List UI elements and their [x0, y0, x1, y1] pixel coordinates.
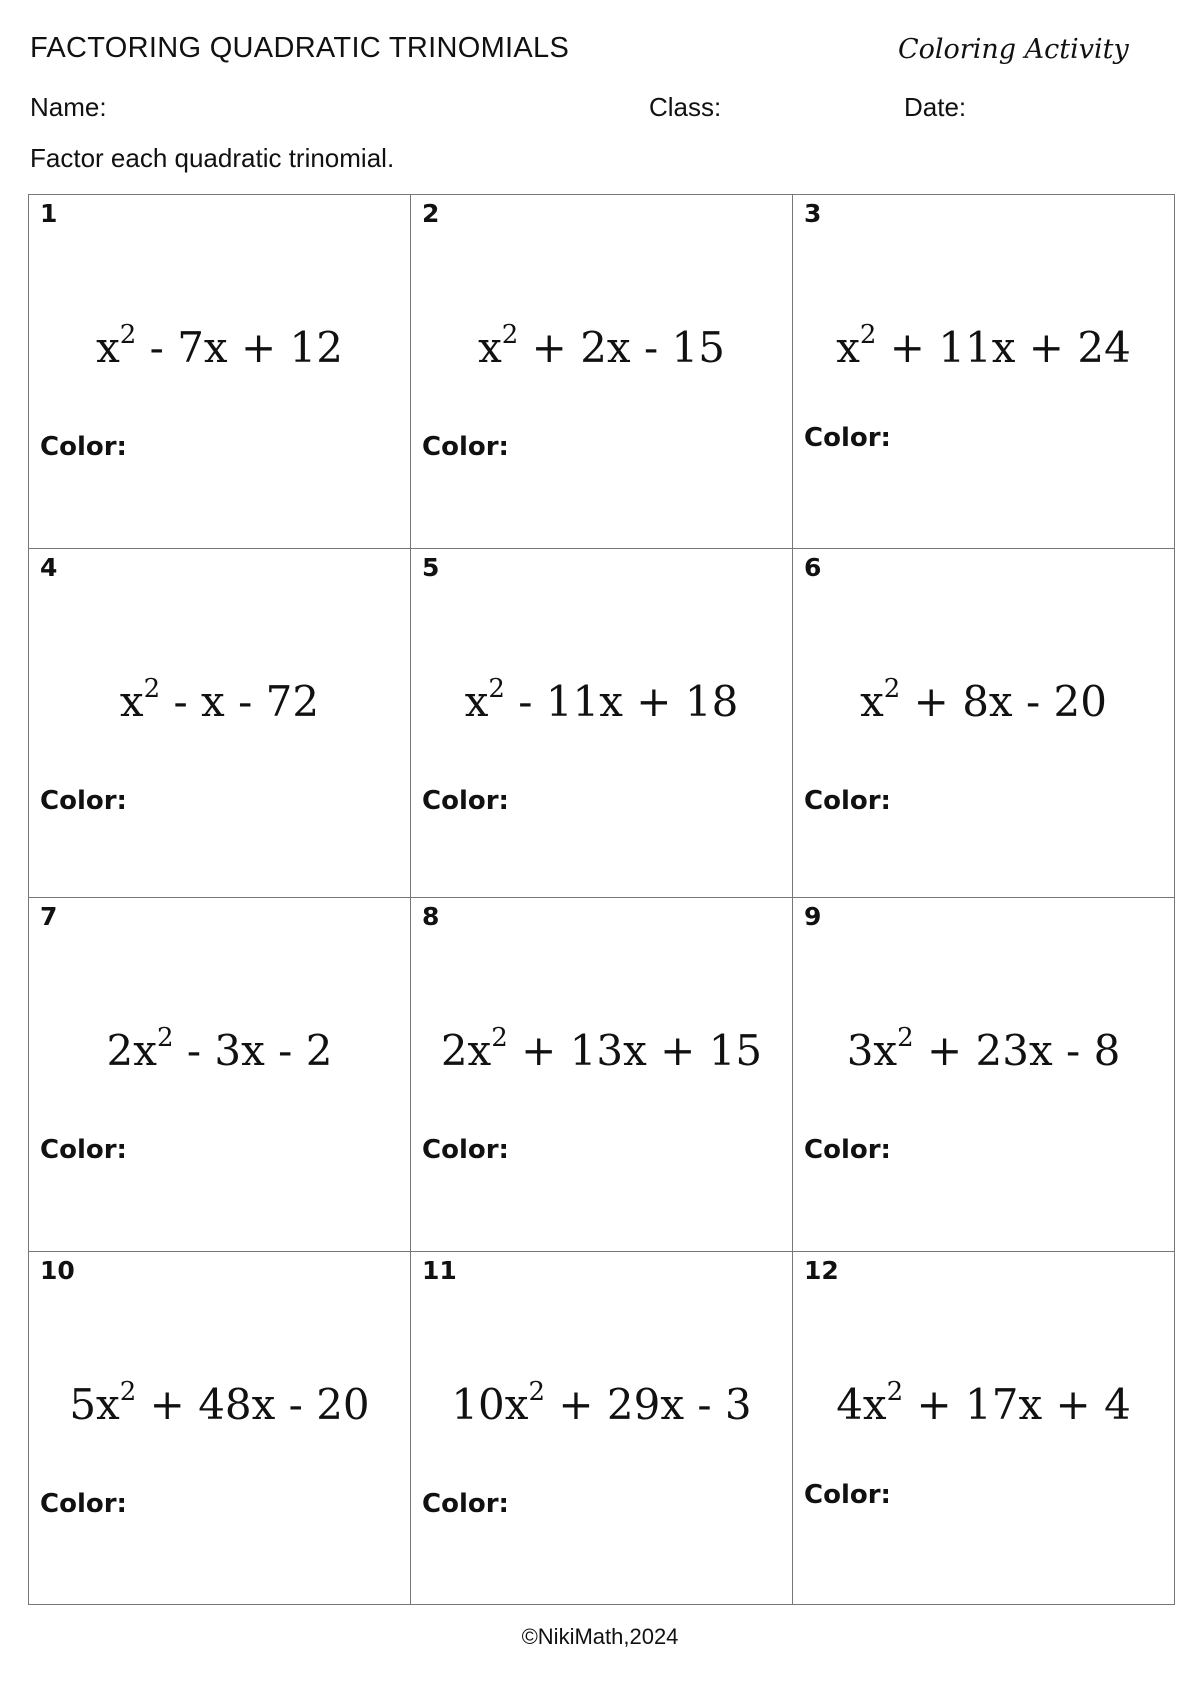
problem-cell [29, 195, 411, 549]
worksheet-title: FACTORING QUADRATIC TRINOMIALS [30, 32, 570, 64]
problem-number: 4 [40, 553, 58, 582]
problem-cell [29, 1252, 411, 1605]
color-label: Color: [804, 1480, 891, 1510]
problem-number: 10 [40, 1256, 75, 1285]
problem-number: 11 [422, 1256, 457, 1285]
problem-number: 12 [804, 1256, 839, 1285]
copyright-footer: ©NikiMath,2024 [521, 1624, 679, 1649]
problem-expression: $3x^2 + 23x - 8$ [846, 1023, 1121, 1075]
problem-number: 3 [804, 199, 822, 228]
color-label: Color: [40, 786, 127, 816]
instructions: Factor each quadratic trinomial. [30, 143, 395, 173]
problem-expression: $x^2 + 11x + 24$ [836, 320, 1131, 372]
problem-cell [411, 898, 793, 1252]
problem-cell [29, 898, 411, 1252]
problem-cell [411, 1252, 793, 1605]
problem-number: 1 [40, 199, 58, 228]
color-label: Color: [40, 1489, 127, 1519]
problem-expression: $10x^2 + 29x - 3$ [451, 1377, 752, 1429]
problem-cell [793, 195, 1175, 549]
name-label: Name: [30, 92, 107, 122]
color-label: Color: [40, 1135, 127, 1165]
color-label: Color: [422, 432, 509, 462]
problem-number: 9 [804, 902, 822, 931]
problem-expression: $x^2 + 8x - 20$ [860, 674, 1107, 726]
color-label: Color: [40, 432, 127, 462]
color-label: Color: [422, 786, 509, 816]
problem-cell [793, 1252, 1175, 1605]
date-label: Date: [904, 92, 967, 122]
color-label: Color: [804, 786, 891, 816]
problem-cell [29, 549, 411, 898]
color-label: Color: [422, 1135, 509, 1165]
problem-number: 6 [804, 553, 822, 582]
problem-cell [793, 549, 1175, 898]
problem-cell [411, 549, 793, 898]
problem-cell [793, 898, 1175, 1252]
problem-expression: $x^2$ - x - 72 [119, 674, 320, 726]
problem-number: 8 [422, 902, 440, 931]
problem-expression: $2x^2 + 13x + 15$ [440, 1023, 763, 1075]
problem-number: 7 [40, 902, 58, 931]
color-label: Color: [804, 1135, 891, 1165]
problem-number: 5 [422, 553, 440, 582]
problem-expression: $4x^2 + 17x + 4$ [836, 1377, 1131, 1429]
problem-expression: $5x^2 + 48x - 20$ [69, 1377, 370, 1429]
problem-expression: $x^2 - 11x + 18$ [464, 674, 739, 726]
class-label: Class: [649, 92, 722, 122]
color-label: Color: [422, 1489, 509, 1519]
color-label: Color: [804, 423, 891, 453]
problem-cell [411, 195, 793, 549]
problem-expression: $x^2 - 7x + 12$ [96, 320, 343, 372]
problem-expression: $2x^2 - 3x - 2$ [106, 1023, 333, 1075]
problem-number: 2 [422, 199, 440, 228]
problem-expression: $x^2 + 2x - 15$ [478, 320, 725, 372]
activity-tag: Coloring Activity [898, 34, 1129, 65]
problem-grid [28, 194, 1175, 1605]
